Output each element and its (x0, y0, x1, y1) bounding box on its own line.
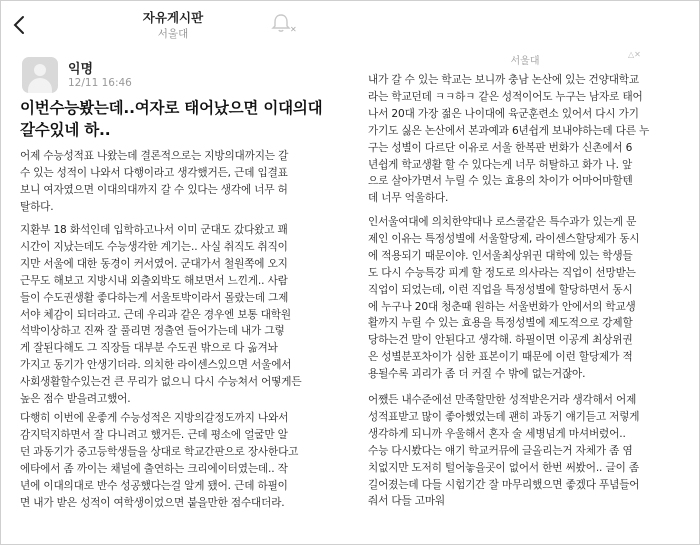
text-line: 게 잘된다해도 그 직장들 대부분 수도권 밖으로 다 옮겨놔 (20, 342, 278, 355)
bell-off-mark: ✕ (290, 25, 297, 34)
post-date: 12/11 16:46 (68, 77, 132, 89)
text-line: 시간이 지났는데도 수능생각한 계기는.. 사실 취직도 취직이 (20, 240, 288, 253)
text-line: 면 내가 받은 성적이 여학생이었으면 붙을만한 점수대더라. (20, 496, 285, 509)
post-title-line: 갈수있네 하.. (20, 121, 111, 139)
text-line: 던 과동기가 중고등학생들을 상대로 학교간판으로 장사한다고 (20, 445, 299, 458)
bell-off-icon[interactable]: △✕ (628, 50, 641, 59)
text-line: 가기도 싫은 논산에서 본과예과 6년쉽게 보내야하는데 다른 누 (368, 124, 650, 137)
text-line: 사회생활할수있는건 큰 무리가 없으니 다시 수능쳐서 어떻게든 (20, 376, 302, 389)
text-line: 에 적용되기 때문이야. 인서울최상위권 대학에 있는 학생들 (368, 249, 633, 262)
post-title-line: 이번수능봤는데..여자로 태어났으면 이대의대 (20, 99, 323, 117)
post-paragraph (368, 214, 692, 383)
text-line: 성적표받고 많이 좋아했었는데 괜히 과동기 얘기듣고 저렇게 (368, 410, 640, 423)
text-line: 나서 20대 가장 젊은 나이대에 육군훈련소 있어서 다시 가기 (368, 107, 639, 120)
text-line: 치없지만 도저히 털어놓을곳이 없어서 한번 써봤어.. 글이 좀 (368, 461, 639, 474)
bell-off-icon[interactable] (270, 12, 292, 34)
text-line: 인서울여대에 의치한약대나 로스쿨같은 특수과가 있는게 문 (368, 216, 637, 228)
text-line: 구는 성별이 다르단 이유로 서울 한복판 번화가 신촌에서 6 (368, 141, 633, 154)
text-line: 서야 체감이 되더라고. 근데 우리과 같은 경우엔 보통 대학원 (20, 308, 291, 321)
text-line: 내가 갈 수 있는 학교는 보니까 충남 논산에 있는 건양대학교 (368, 74, 639, 86)
text-line: 년쉽게 학교생활 할 수 있다는게 너무 허탈하고 화가 나. 앞 (368, 158, 633, 171)
text-line: 들이 수도권생활 좋다하는게 서울토박이라서 몰랐는데 그제 (20, 291, 289, 304)
text-line: 길어졌는데 다들 시험기간 잘 마무리했으면 좋겠다 푸념들어 (368, 478, 640, 491)
anonymous-avatar-icon (22, 57, 58, 93)
post-paragraph (368, 72, 692, 207)
post-title (20, 97, 338, 141)
text-line: 에 누구나 20대 청춘때 원하는 서울번화가 안에서의 학교생 (368, 300, 636, 313)
post-paragraph (368, 392, 692, 510)
text-line: 어쨌든 내수준에선 만족할만한 성적받은거라 생각해서 어제 (368, 394, 637, 406)
author-name: 익명 (68, 62, 94, 77)
text-line: 당하는건 말이 안된다고 생각해. 하필이면 이공계 최상위권 (368, 334, 633, 347)
post-view-right (350, 0, 700, 545)
text-line: 근무도 해보고 지방시내 외출외박도 해보면서 느낀게.. 사람 (20, 274, 288, 287)
text-line: 석박이상하고 진짜 잘 풀리면 정출연 들어가는데 내가 그렇 (20, 325, 285, 338)
text-line: 다행히 이번에 운좋게 수능성적은 지방의갈정도까지 나와서 (20, 412, 289, 424)
text-line: 높은 점수 받을려고했어. (20, 393, 131, 406)
text-line: 으로 살아가면서 누릴 수 있는 효용의 차이가 어마어마할텐 (368, 175, 633, 188)
text-line: 데 너무 억울하다. (368, 192, 449, 205)
post-paragraph (20, 410, 336, 511)
text-line: 활까지 누릴 수 있는 효용을 특정성별에 제도적으로 강제할 (368, 317, 633, 330)
text-line: 수 있는 성적이 나와서 다행이라고 생각했거든, 근데 입결표 (20, 166, 288, 179)
text-line: 탈하다. (20, 200, 54, 213)
text-line: 용될수록 괴리가 좀 더 커질 수 밖에 없는거잖아. (368, 368, 586, 381)
post-paragraph (20, 222, 336, 408)
text-line: 가지고 동기가 안생기더라. 의치한 라이센스있으면 서울에서 (20, 359, 292, 372)
text-line: 년에 이대의대로 반수 성공했다는걸 알게 됐어. 근데 하필이 (20, 479, 288, 492)
board-title: 자유게시판 (142, 10, 204, 25)
top-bar (0, 0, 346, 48)
text-line: 도 다시 수능특강 피게 할 정도로 의사라는 직업이 선망받는 (368, 266, 636, 279)
text-line: 줘서 다들 고마워 (368, 495, 446, 508)
text-line: 보니 여자였으면 이대의대까지 갈 수 있다는 생각에 너무 허 (20, 183, 288, 196)
board-school: 서울대 (157, 28, 189, 40)
text-line: 지만 서울에 대한 동경이 커서였어. 군대가서 철원쪽에 오지 (20, 257, 288, 270)
text-line: 수능 다시봤다는 얘기 학교커뮤에 글올리는거 자체가 좀 염 (368, 444, 633, 457)
text-line: 지환부 18 화석인데 입학하고나서 이미 군대도 갔다왔고 꽤 (20, 224, 288, 236)
board-school: 서울대 (510, 56, 540, 67)
text-line: 생각하게 되니까 우울해서 혼자 술 세병넘게 마셔버렸어.. (368, 427, 626, 440)
text-line: 감지덕지하면서 잘 다니려고 했거든. 근데 평소에 얼굴만 알 (20, 428, 288, 441)
text-line: 라는 학교던데 ㅋㅋ하ㅋ 같은 성적이어도 누구는 남자로 태어 (368, 90, 643, 103)
text-line: 어제 수능성적표 나왔는데 결론적으로는 지방의대까지는 갈 (20, 150, 289, 162)
text-line: 은 성별분포차이가 심한 표본이기 때문에 이런 할당제가 적 (368, 351, 633, 364)
text-line: 에타에서 좀 까이는 채널에 출연하는 크리에이터였는데.. 작 (20, 462, 288, 475)
text-line: 제인 이유는 특정성별에 서울할당제, 라이센스할당제가 동시 (368, 232, 640, 245)
post-view-left (0, 0, 346, 545)
text-line: 직업이 되었는데, 이런 직업을 특정성별에 할당하면서 동시 (368, 283, 633, 296)
post-paragraph (20, 148, 336, 216)
